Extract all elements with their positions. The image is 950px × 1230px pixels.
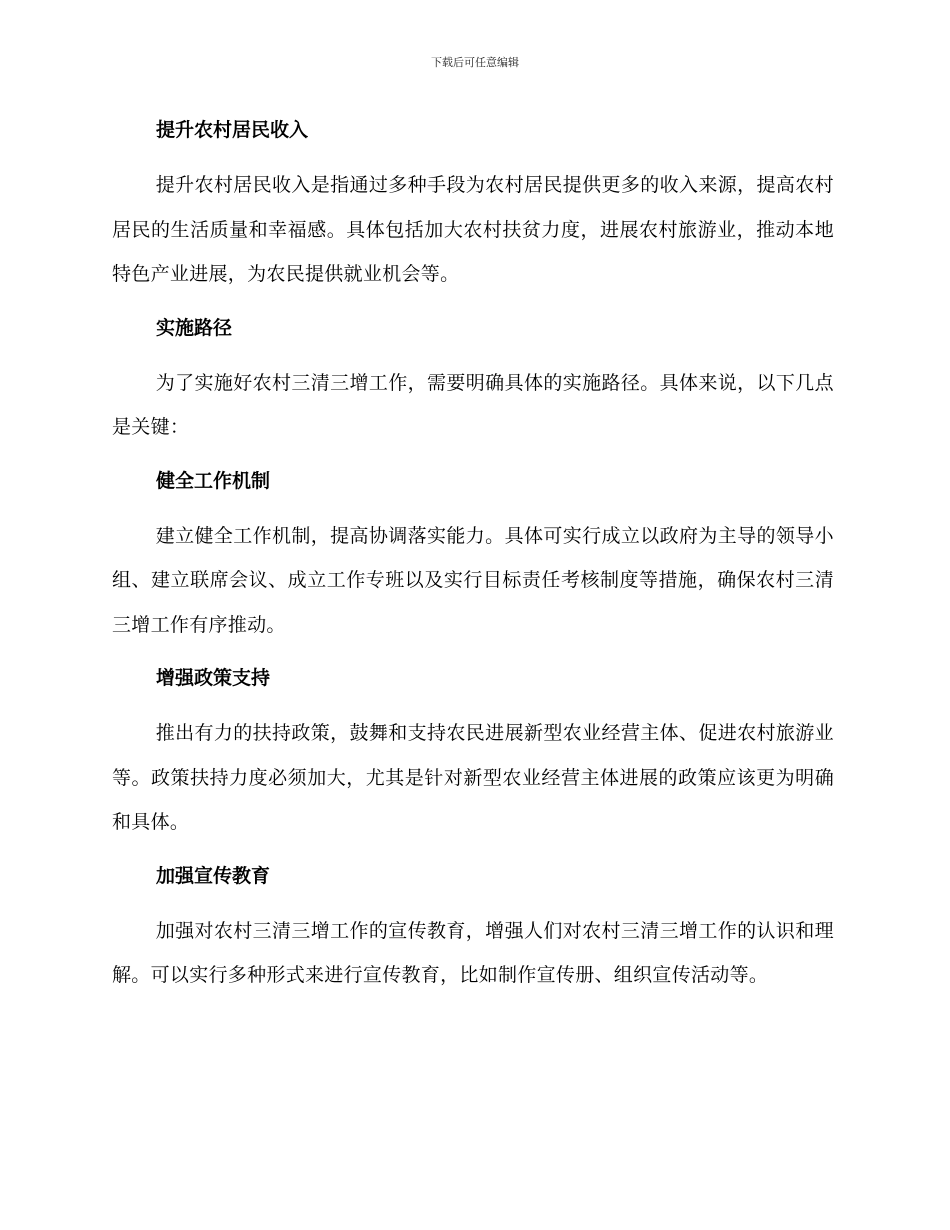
section-heading: 增强政策支持 [156,667,271,689]
section-paragraph: 加强对农村三清三增工作的宣传教育，增强人们对农村三清三增工作的认识和理解。可以实行多种形式来进行宣传教育，比如制作宣传册、组织宣传活动等。 [112,919,834,986]
section-paragraph: 提升农村居民收入是指通过多种手段为农村居民提供更多的收入来源，提高农村居民的生活质量和幸福感。具体包括加大农村扶贫力度，进展农村旅游业，推动本地特色产业进展，为农民提供就业机会等。 [112,174,834,285]
section-heading: 健全工作机制 [156,469,271,492]
section-path [112,308,834,450]
section-mechanism [112,461,834,648]
section-income [112,110,834,297]
section-heading: 实施路径 [156,316,233,339]
section-publicity [112,856,834,998]
section-policy [112,658,834,845]
section-heading: 提升农村居民收入 [156,119,309,141]
section-heading: 加强宣传教育 [156,864,271,887]
section-paragraph: 建立健全工作机制，提高协调落实能力。具体可实行成立以政府为主导的领导小组、建立联席会议、成立工作专班以及实行目标责任考核制度等措施，确保农村三清三增工作有序推动。 [112,524,834,636]
page-header: 下载后可任意编辑 [431,56,519,69]
section-paragraph: 推出有力的扶持政策，鼓舞和支持农民进展新型农业经营主体、促进农村旅游业等。政策扶持力度必须加大，尤其是针对新型农业经营主体进展的政策应该更为明确和具体。 [112,722,834,833]
section-paragraph: 为了实施好农村三清三增工作，需要明确具体的实施路径。具体来说，以下几点是关键： [112,371,834,438]
document-body [112,110,834,1009]
